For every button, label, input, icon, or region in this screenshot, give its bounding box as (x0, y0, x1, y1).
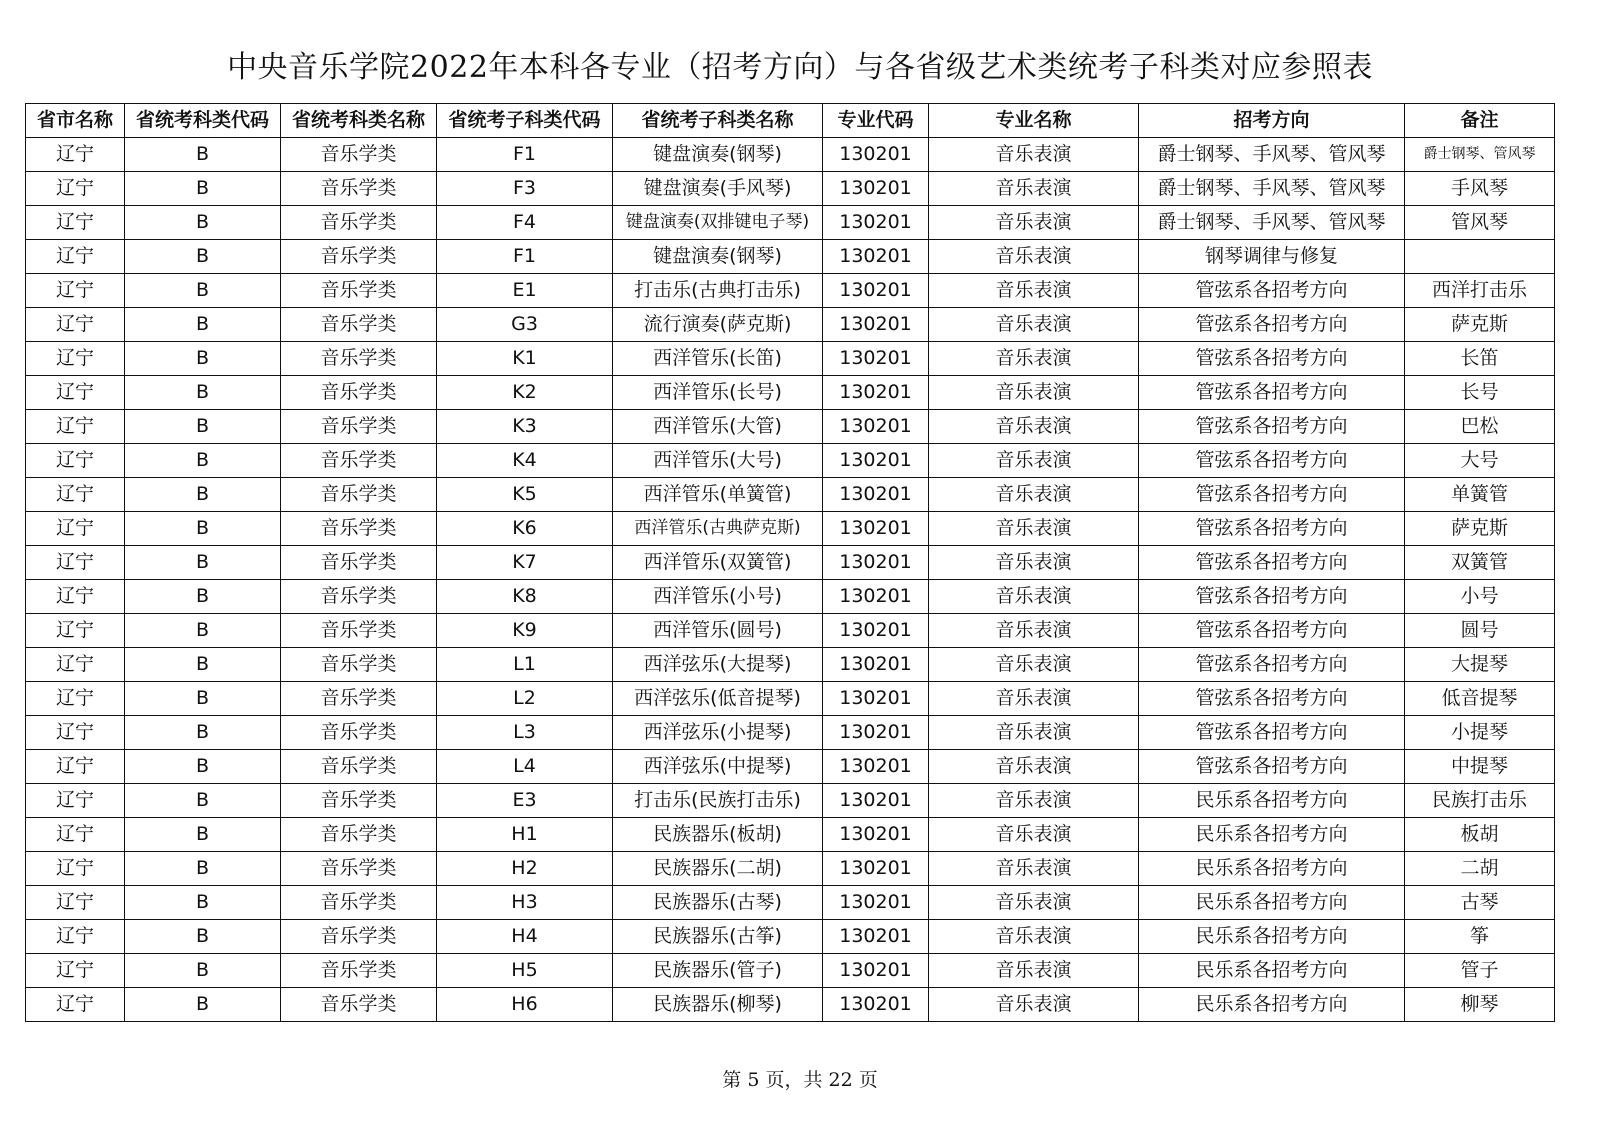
province-cell: 辽宁 (26, 478, 125, 512)
category-code-cell: B (125, 206, 281, 240)
category-name-cell: 音乐学类 (281, 512, 437, 546)
major-code-cell: 130201 (823, 954, 929, 988)
direction-cell: 民乐系各招考方向 (1139, 886, 1405, 920)
table-row (26, 716, 1555, 750)
category-code-cell: B (125, 682, 281, 716)
table-row (26, 172, 1555, 206)
subcategory-name-cell: 键盘演奏(双排键电子琴) (613, 206, 823, 240)
category-code-cell: B (125, 580, 281, 614)
table-row (26, 138, 1555, 172)
subcategory-name-cell: 西洋管乐(长号) (613, 376, 823, 410)
table-row (26, 410, 1555, 444)
category-code-cell: B (125, 818, 281, 852)
table-row (26, 648, 1555, 682)
subcategory-name-cell: 西洋管乐(古典萨克斯) (613, 512, 823, 546)
subcategory-code-cell: K1 (437, 342, 613, 376)
major-code-cell: 130201 (823, 988, 929, 1022)
major-code-cell: 130201 (823, 886, 929, 920)
province-cell: 辽宁 (26, 274, 125, 308)
category-name-cell: 音乐学类 (281, 546, 437, 580)
province-cell: 辽宁 (26, 138, 125, 172)
direction-cell: 管弦系各招考方向 (1139, 546, 1405, 580)
subcategory-code-cell: H6 (437, 988, 613, 1022)
table-body (26, 138, 1555, 1022)
category-code-cell: B (125, 716, 281, 750)
table-row (26, 818, 1555, 852)
subcategory-code-cell: F4 (437, 206, 613, 240)
subcategory-code-cell: E3 (437, 784, 613, 818)
category-code-cell: B (125, 750, 281, 784)
major-code-cell: 130201 (823, 852, 929, 886)
major-name-cell: 音乐表演 (929, 852, 1139, 886)
direction-cell: 爵士钢琴、手风琴、管风琴 (1139, 172, 1405, 206)
subcategory-name-cell: 西洋管乐(圆号) (613, 614, 823, 648)
subcategory-name-cell: 打击乐(民族打击乐) (613, 784, 823, 818)
notes-cell: 管子 (1405, 954, 1555, 988)
column-header-subcategory-code: 省统考子科类代码 (437, 104, 613, 138)
subcategory-code-cell: K3 (437, 410, 613, 444)
province-cell: 辽宁 (26, 172, 125, 206)
subcategory-code-cell: G3 (437, 308, 613, 342)
notes-cell: 板胡 (1405, 818, 1555, 852)
subcategory-name-cell: 西洋管乐(大管) (613, 410, 823, 444)
major-name-cell: 音乐表演 (929, 138, 1139, 172)
subcategory-code-cell: F1 (437, 138, 613, 172)
notes-cell: 管风琴 (1405, 206, 1555, 240)
province-cell: 辽宁 (26, 750, 125, 784)
notes-cell: 中提琴 (1405, 750, 1555, 784)
notes-cell: 圆号 (1405, 614, 1555, 648)
major-name-cell: 音乐表演 (929, 512, 1139, 546)
subcategory-code-cell: K6 (437, 512, 613, 546)
subcategory-code-cell: L2 (437, 682, 613, 716)
header-row (26, 104, 1555, 138)
subcategory-code-cell: E1 (437, 274, 613, 308)
major-code-cell: 130201 (823, 920, 929, 954)
province-cell: 辽宁 (26, 444, 125, 478)
category-name-cell: 音乐学类 (281, 886, 437, 920)
direction-cell: 管弦系各招考方向 (1139, 682, 1405, 716)
category-name-cell: 音乐学类 (281, 784, 437, 818)
province-cell: 辽宁 (26, 206, 125, 240)
major-code-cell: 130201 (823, 580, 929, 614)
notes-cell: 柳琴 (1405, 988, 1555, 1022)
major-name-cell: 音乐表演 (929, 750, 1139, 784)
table-row (26, 546, 1555, 580)
subcategory-code-cell: L4 (437, 750, 613, 784)
subcategory-name-cell: 民族器乐(管子) (613, 954, 823, 988)
table-row (26, 512, 1555, 546)
notes-cell: 单簧管 (1405, 478, 1555, 512)
subcategory-code-cell: L1 (437, 648, 613, 682)
notes-cell: 萨克斯 (1405, 308, 1555, 342)
direction-cell: 管弦系各招考方向 (1139, 478, 1405, 512)
major-name-cell: 音乐表演 (929, 376, 1139, 410)
category-name-cell: 音乐学类 (281, 206, 437, 240)
subcategory-name-cell: 键盘演奏(钢琴) (613, 138, 823, 172)
table-row (26, 614, 1555, 648)
table-row (26, 954, 1555, 988)
table-row (26, 274, 1555, 308)
major-name-cell: 音乐表演 (929, 954, 1139, 988)
category-name-cell: 音乐学类 (281, 818, 437, 852)
category-name-cell: 音乐学类 (281, 478, 437, 512)
province-cell: 辽宁 (26, 920, 125, 954)
major-name-cell: 音乐表演 (929, 342, 1139, 376)
major-code-cell: 130201 (823, 206, 929, 240)
table-row (26, 750, 1555, 784)
major-code-cell: 130201 (823, 444, 929, 478)
major-code-cell: 130201 (823, 682, 929, 716)
major-code-cell: 130201 (823, 716, 929, 750)
category-name-cell: 音乐学类 (281, 580, 437, 614)
notes-cell: 巴松 (1405, 410, 1555, 444)
direction-cell: 管弦系各招考方向 (1139, 750, 1405, 784)
major-code-cell: 130201 (823, 818, 929, 852)
province-cell: 辽宁 (26, 784, 125, 818)
subcategory-name-cell: 民族器乐(古筝) (613, 920, 823, 954)
notes-cell: 小提琴 (1405, 716, 1555, 750)
category-name-cell: 音乐学类 (281, 444, 437, 478)
major-name-cell: 音乐表演 (929, 478, 1139, 512)
major-code-cell: 130201 (823, 648, 929, 682)
table-row (26, 478, 1555, 512)
province-cell: 辽宁 (26, 240, 125, 274)
province-cell: 辽宁 (26, 682, 125, 716)
category-code-cell: B (125, 784, 281, 818)
direction-cell: 管弦系各招考方向 (1139, 648, 1405, 682)
subcategory-code-cell: K8 (437, 580, 613, 614)
notes-cell: 长号 (1405, 376, 1555, 410)
notes-cell: 古琴 (1405, 886, 1555, 920)
category-name-cell: 音乐学类 (281, 342, 437, 376)
major-name-cell: 音乐表演 (929, 444, 1139, 478)
subcategory-name-cell: 流行演奏(萨克斯) (613, 308, 823, 342)
category-code-cell: B (125, 512, 281, 546)
major-code-cell: 130201 (823, 376, 929, 410)
table-row (26, 342, 1555, 376)
direction-cell: 管弦系各招考方向 (1139, 580, 1405, 614)
subcategory-code-cell: H2 (437, 852, 613, 886)
subcategory-code-cell: L3 (437, 716, 613, 750)
province-cell: 辽宁 (26, 614, 125, 648)
subcategory-code-cell: H5 (437, 954, 613, 988)
direction-cell: 管弦系各招考方向 (1139, 614, 1405, 648)
major-name-cell: 音乐表演 (929, 682, 1139, 716)
direction-cell: 管弦系各招考方向 (1139, 376, 1405, 410)
category-code-cell: B (125, 920, 281, 954)
major-name-cell: 音乐表演 (929, 546, 1139, 580)
category-name-cell: 音乐学类 (281, 750, 437, 784)
subcategory-code-cell: F1 (437, 240, 613, 274)
notes-cell: 大号 (1405, 444, 1555, 478)
major-name-cell: 音乐表演 (929, 988, 1139, 1022)
table-row (26, 580, 1555, 614)
major-code-cell: 130201 (823, 546, 929, 580)
province-cell: 辽宁 (26, 886, 125, 920)
major-name-cell: 音乐表演 (929, 172, 1139, 206)
major-code-cell: 130201 (823, 410, 929, 444)
subcategory-code-cell: H3 (437, 886, 613, 920)
direction-cell: 民乐系各招考方向 (1139, 954, 1405, 988)
province-cell: 辽宁 (26, 818, 125, 852)
page-footer: 第 5 页，共 22 页 (722, 1069, 878, 1091)
table-row (26, 376, 1555, 410)
category-name-cell: 音乐学类 (281, 410, 437, 444)
category-code-cell: B (125, 852, 281, 886)
direction-cell: 管弦系各招考方向 (1139, 308, 1405, 342)
subcategory-code-cell: H1 (437, 818, 613, 852)
province-cell: 辽宁 (26, 512, 125, 546)
category-code-cell: B (125, 240, 281, 274)
category-code-cell: B (125, 954, 281, 988)
major-name-cell: 音乐表演 (929, 648, 1139, 682)
subcategory-name-cell: 民族器乐(柳琴) (613, 988, 823, 1022)
notes-cell: 低音提琴 (1405, 682, 1555, 716)
direction-cell: 钢琴调律与修复 (1139, 240, 1405, 274)
category-code-cell: B (125, 886, 281, 920)
province-cell: 辽宁 (26, 308, 125, 342)
province-cell: 辽宁 (26, 954, 125, 988)
category-name-cell: 音乐学类 (281, 308, 437, 342)
page-title: 中央音乐学院2022年本科各专业（招考方向）与各省级艺术类统考子科类对应参照表 (227, 50, 1373, 85)
category-code-cell: B (125, 444, 281, 478)
province-cell: 辽宁 (26, 410, 125, 444)
category-code-cell: B (125, 988, 281, 1022)
province-cell: 辽宁 (26, 376, 125, 410)
major-name-cell: 音乐表演 (929, 920, 1139, 954)
direction-cell: 管弦系各招考方向 (1139, 716, 1405, 750)
major-name-cell: 音乐表演 (929, 274, 1139, 308)
column-header-major-code: 专业代码 (823, 104, 929, 138)
column-header-notes: 备注 (1405, 104, 1555, 138)
direction-cell: 管弦系各招考方向 (1139, 444, 1405, 478)
category-name-cell: 音乐学类 (281, 172, 437, 206)
direction-cell: 民乐系各招考方向 (1139, 818, 1405, 852)
category-code-cell: B (125, 546, 281, 580)
table-row (26, 988, 1555, 1022)
major-code-cell: 130201 (823, 172, 929, 206)
category-name-cell: 音乐学类 (281, 376, 437, 410)
subcategory-code-cell: K2 (437, 376, 613, 410)
major-name-cell: 音乐表演 (929, 818, 1139, 852)
table-row (26, 920, 1555, 954)
subcategory-code-cell: H4 (437, 920, 613, 954)
subcategory-name-cell: 西洋弦乐(低音提琴) (613, 682, 823, 716)
notes-cell (1405, 240, 1555, 274)
direction-cell: 民乐系各招考方向 (1139, 784, 1405, 818)
table-row (26, 784, 1555, 818)
province-cell: 辽宁 (26, 852, 125, 886)
major-name-cell: 音乐表演 (929, 240, 1139, 274)
category-code-cell: B (125, 614, 281, 648)
table-row (26, 682, 1555, 716)
major-code-cell: 130201 (823, 138, 929, 172)
notes-cell: 手风琴 (1405, 172, 1555, 206)
category-name-cell: 音乐学类 (281, 920, 437, 954)
column-header-direction: 招考方向 (1139, 104, 1405, 138)
notes-cell: 民族打击乐 (1405, 784, 1555, 818)
province-cell: 辽宁 (26, 716, 125, 750)
table-row (26, 444, 1555, 478)
notes-cell: 大提琴 (1405, 648, 1555, 682)
major-name-cell: 音乐表演 (929, 784, 1139, 818)
subcategory-code-cell: K7 (437, 546, 613, 580)
major-name-cell: 音乐表演 (929, 614, 1139, 648)
direction-cell: 民乐系各招考方向 (1139, 920, 1405, 954)
category-name-cell: 音乐学类 (281, 716, 437, 750)
major-code-cell: 130201 (823, 308, 929, 342)
subcategory-name-cell: 民族器乐(板胡) (613, 818, 823, 852)
notes-cell: 双簧管 (1405, 546, 1555, 580)
category-name-cell: 音乐学类 (281, 274, 437, 308)
category-code-cell: B (125, 342, 281, 376)
major-name-cell: 音乐表演 (929, 308, 1139, 342)
major-name-cell: 音乐表演 (929, 580, 1139, 614)
subcategory-name-cell: 西洋管乐(小号) (613, 580, 823, 614)
column-header-category-name: 省统考科类名称 (281, 104, 437, 138)
category-name-cell: 音乐学类 (281, 614, 437, 648)
subcategory-code-cell: K9 (437, 614, 613, 648)
direction-cell: 管弦系各招考方向 (1139, 274, 1405, 308)
notes-cell: 长笛 (1405, 342, 1555, 376)
direction-cell: 管弦系各招考方向 (1139, 512, 1405, 546)
notes-cell: 二胡 (1405, 852, 1555, 886)
major-code-cell: 130201 (823, 342, 929, 376)
column-header-major-name: 专业名称 (929, 104, 1139, 138)
direction-cell: 管弦系各招考方向 (1139, 342, 1405, 376)
category-name-cell: 音乐学类 (281, 954, 437, 988)
notes-cell: 小号 (1405, 580, 1555, 614)
category-name-cell: 音乐学类 (281, 988, 437, 1022)
notes-cell: 萨克斯 (1405, 512, 1555, 546)
category-name-cell: 音乐学类 (281, 138, 437, 172)
subcategory-code-cell: F3 (437, 172, 613, 206)
table-row (26, 852, 1555, 886)
subcategory-name-cell: 西洋管乐(长笛) (613, 342, 823, 376)
subcategory-code-cell: K4 (437, 444, 613, 478)
column-header-province: 省市名称 (26, 104, 125, 138)
category-name-cell: 音乐学类 (281, 648, 437, 682)
subcategory-name-cell: 西洋弦乐(大提琴) (613, 648, 823, 682)
major-code-cell: 130201 (823, 750, 929, 784)
subcategory-name-cell: 西洋管乐(双簧管) (613, 546, 823, 580)
major-name-cell: 音乐表演 (929, 886, 1139, 920)
province-cell: 辽宁 (26, 546, 125, 580)
major-name-cell: 音乐表演 (929, 410, 1139, 444)
category-code-cell: B (125, 172, 281, 206)
major-code-cell: 130201 (823, 478, 929, 512)
reference-table (25, 103, 1555, 1022)
category-code-cell: B (125, 274, 281, 308)
province-cell: 辽宁 (26, 988, 125, 1022)
notes-cell: 筝 (1405, 920, 1555, 954)
category-name-cell: 音乐学类 (281, 240, 437, 274)
subcategory-name-cell: 民族器乐(古琴) (613, 886, 823, 920)
column-header-category-code: 省统考科类代码 (125, 104, 281, 138)
table-row (26, 206, 1555, 240)
notes-cell: 爵士钢琴、管风琴 (1405, 138, 1555, 172)
subcategory-name-cell: 打击乐(古典打击乐) (613, 274, 823, 308)
table-row (26, 308, 1555, 342)
notes-cell: 西洋打击乐 (1405, 274, 1555, 308)
category-code-cell: B (125, 648, 281, 682)
category-name-cell: 音乐学类 (281, 852, 437, 886)
category-code-cell: B (125, 410, 281, 444)
major-name-cell: 音乐表演 (929, 716, 1139, 750)
table-row (26, 886, 1555, 920)
subcategory-name-cell: 键盘演奏(手风琴) (613, 172, 823, 206)
direction-cell: 民乐系各招考方向 (1139, 988, 1405, 1022)
subcategory-name-cell: 西洋管乐(单簧管) (613, 478, 823, 512)
subcategory-name-cell: 西洋管乐(大号) (613, 444, 823, 478)
category-code-cell: B (125, 138, 281, 172)
major-code-cell: 130201 (823, 274, 929, 308)
table-row (26, 240, 1555, 274)
subcategory-code-cell: K5 (437, 478, 613, 512)
subcategory-name-cell: 键盘演奏(钢琴) (613, 240, 823, 274)
column-header-subcategory-name: 省统考子科类名称 (613, 104, 823, 138)
major-code-cell: 130201 (823, 512, 929, 546)
category-name-cell: 音乐学类 (281, 682, 437, 716)
subcategory-name-cell: 民族器乐(二胡) (613, 852, 823, 886)
major-name-cell: 音乐表演 (929, 206, 1139, 240)
category-code-cell: B (125, 478, 281, 512)
category-code-cell: B (125, 308, 281, 342)
direction-cell: 爵士钢琴、手风琴、管风琴 (1139, 206, 1405, 240)
subcategory-name-cell: 西洋弦乐(中提琴) (613, 750, 823, 784)
direction-cell: 爵士钢琴、手风琴、管风琴 (1139, 138, 1405, 172)
direction-cell: 管弦系各招考方向 (1139, 410, 1405, 444)
major-code-cell: 130201 (823, 784, 929, 818)
province-cell: 辽宁 (26, 342, 125, 376)
direction-cell: 民乐系各招考方向 (1139, 852, 1405, 886)
category-code-cell: B (125, 376, 281, 410)
province-cell: 辽宁 (26, 648, 125, 682)
major-code-cell: 130201 (823, 614, 929, 648)
subcategory-name-cell: 西洋弦乐(小提琴) (613, 716, 823, 750)
major-code-cell: 130201 (823, 240, 929, 274)
province-cell: 辽宁 (26, 580, 125, 614)
